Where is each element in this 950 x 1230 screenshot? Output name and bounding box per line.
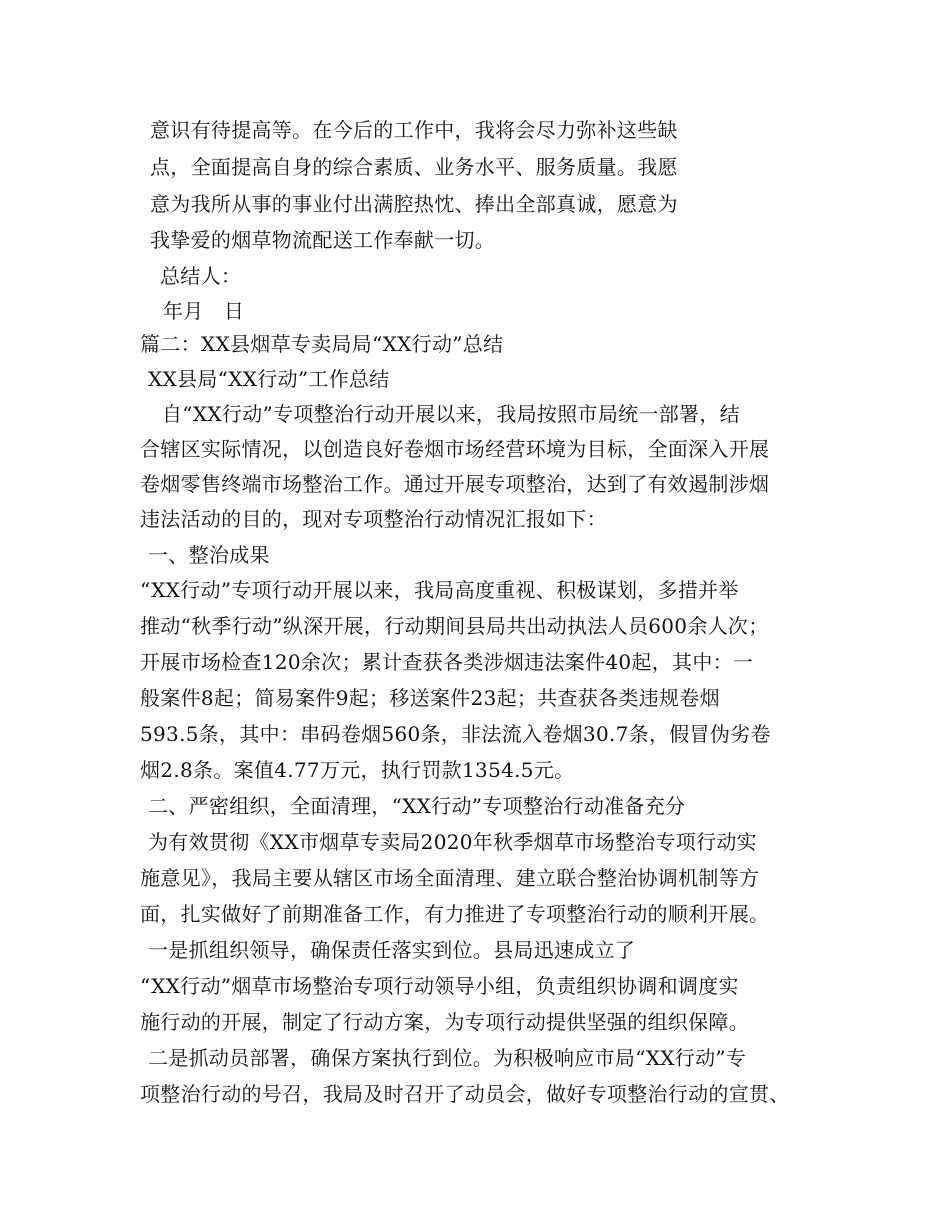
date-line: 年月 日 — [163, 299, 245, 323]
text-line: 烟2.8条。案值4.77万元，执行罚款1354.5元。 — [140, 758, 575, 782]
text-line: 二是抓动员部署，确保方案执行到位。为积极响应市局“XX行动”专 — [148, 1046, 747, 1070]
text-line: “XX行动”专项行动开展以来，我局高度重视、积极谋划，多措并举 — [140, 578, 739, 602]
text-line: 点，全面提高自身的综合素质、业务水平、服务质量。我愿 — [150, 155, 678, 179]
text-line: 自“XX行动”专项整治行动开展以来，我局按照市局统一部署，结 — [162, 402, 740, 426]
section-heading: 篇二：XX县烟草专卖局局“XX行动”总结 — [140, 332, 504, 356]
text-line: 我挚爱的烟草物流配送工作奉献一切。 — [150, 228, 496, 252]
signature-label: 总结人： — [160, 264, 242, 288]
text-line: 为有效贯彻《XX市烟草专卖局2020年秋季烟草市场整治专项行动实 — [148, 830, 757, 854]
text-line: 推动“秋季行动”纵深开展，行动期间县局共出动执法人员600余人次； — [140, 614, 769, 638]
subheading: 二、严密组织，全面清理，“XX行动”专项整治行动准备充分 — [148, 794, 686, 818]
text-line: 违法活动的目的，现对专项整治行动情况汇报如下： — [140, 507, 607, 531]
text-line: 施行动的开展，制定了行动方案，为专项行动提供坚强的组织保障。 — [140, 1010, 749, 1034]
text-line: 施意见》，我局主要从辖区市场全面清理、建立联合整治协调机制等方 — [140, 866, 760, 890]
text-line: 意为我所从事的事业付出满腔热忱、捧出全部真诚，愿意为 — [150, 192, 678, 216]
text-line: 合辖区实际情况，以创造良好卷烟市场经营环境为目标，全面深入开展 — [140, 437, 770, 461]
subheading: 一、整治成果 — [148, 543, 270, 567]
text-line: 面，扎实做好了前期准备工作，有力推进了专项整治行动的顺利开展。 — [140, 902, 770, 926]
text-line: 意识有待提高等。在今后的工作中，我将会尽力弥补这些缺 — [150, 118, 678, 142]
text-line: 开展市场检查120余次；累计查获各类涉烟违法案件40起，其中：一 — [140, 650, 754, 674]
text-line: 卷烟零售终端市场整治工作。通过开展专项整治，达到了有效遏制涉烟 — [140, 472, 770, 496]
text-line: 一是抓组织领导，确保责任落实到位。县局迅速成立了 — [148, 938, 636, 962]
document-title: XX县局“XX行动”工作总结 — [148, 367, 390, 391]
text-line: 般案件8起；简易案件9起；移送案件23起；共查获各类违规卷烟 — [140, 686, 720, 710]
text-line: 项整治行动的号召，我局及时召开了动员会，做好专项整治行动的宣贯、 — [140, 1082, 790, 1106]
text-line: “XX行动”烟草市场整治专项行动领导小组，负责组织协调和调度实 — [140, 974, 739, 998]
text-line: 593.5条，其中：串码卷烟560条，非法流入卷烟30.7条，假冒伪劣卷 — [140, 722, 771, 746]
